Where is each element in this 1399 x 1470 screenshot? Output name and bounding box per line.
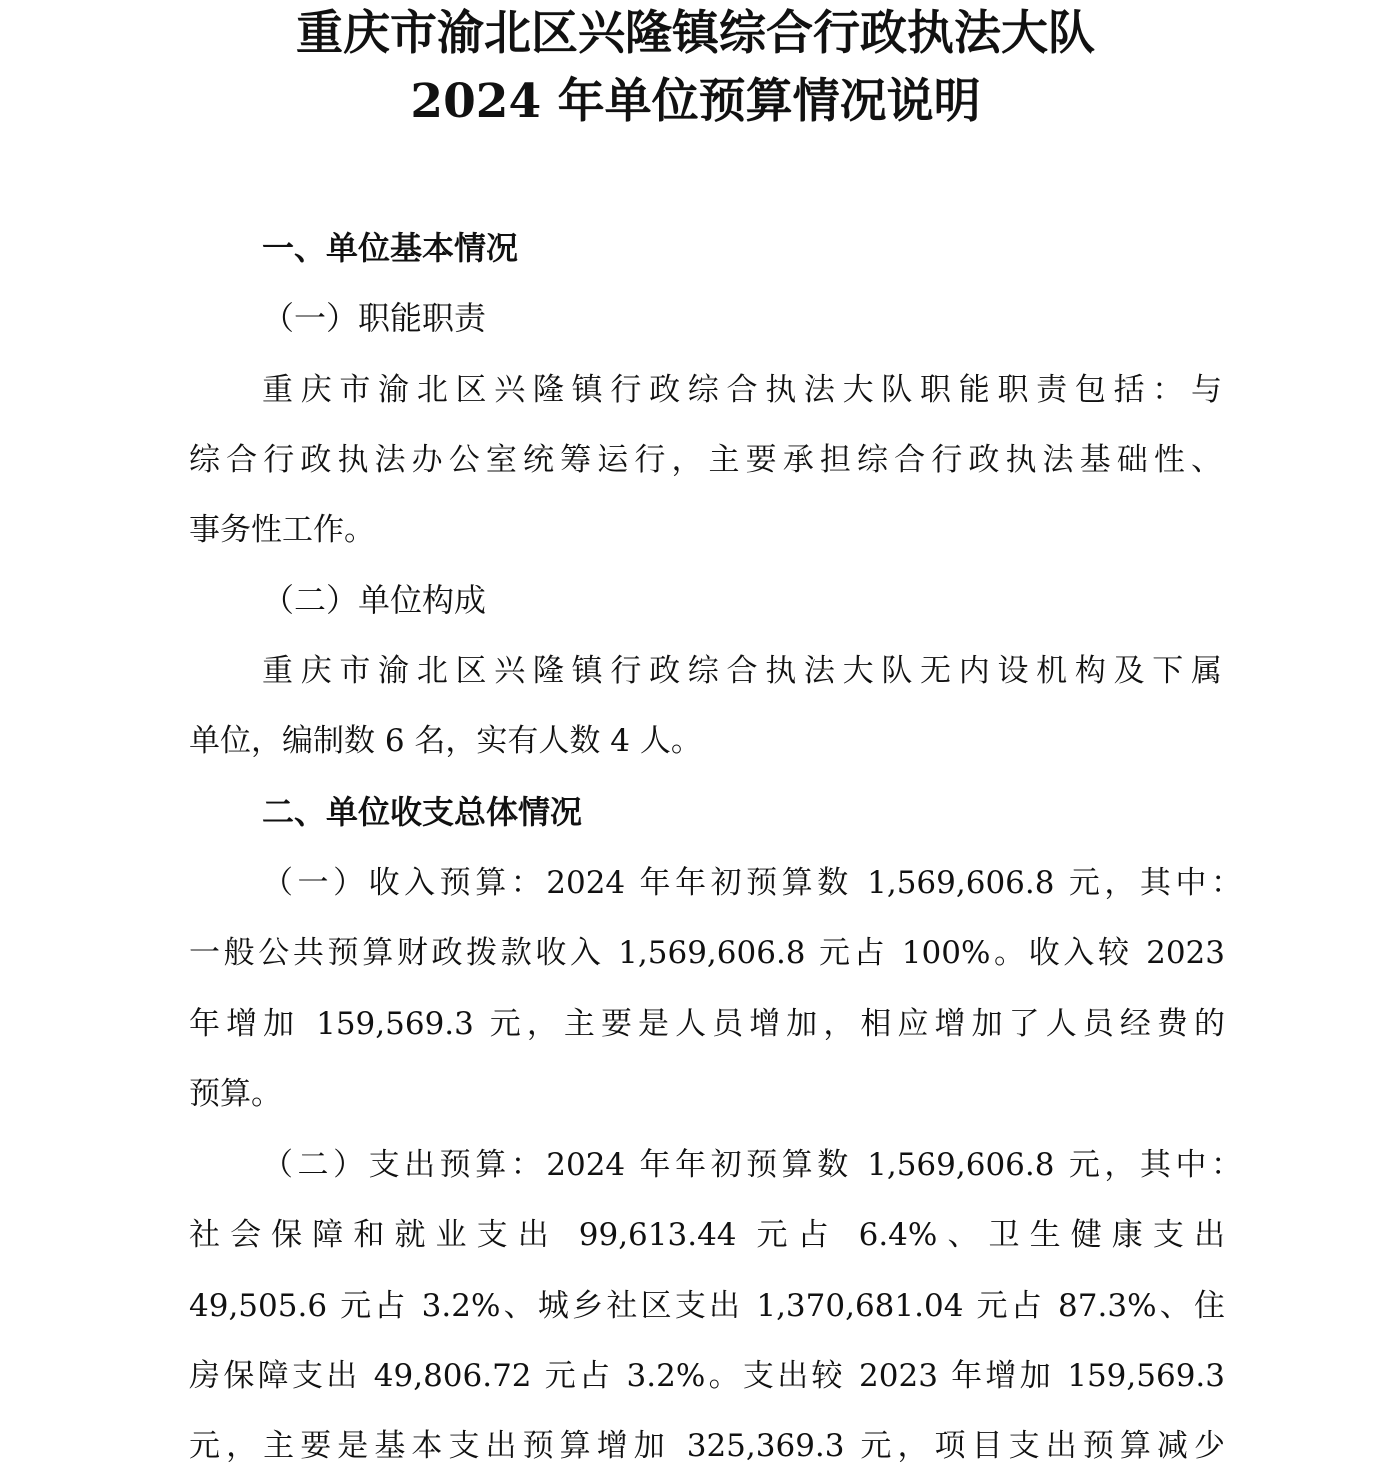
section-1-heading: 一、单位基本情况: [262, 229, 519, 267]
subsection-1-2-heading: （二）单位构成: [262, 581, 487, 619]
paragraph-line: 房保障支出 49,806.72 元占 3.2%。支出较 2023 年增加 159,569.3: [189, 1358, 1225, 1394]
paragraph-line: 重庆市渝北区兴隆镇行政综合执法大队职能职责包括：与: [262, 372, 1222, 408]
paragraph-line: 社会保障和就业支出 99,613.44 元占 6.4%、卫生健康支出: [189, 1217, 1225, 1253]
paragraph-line: 重庆市渝北区兴隆镇行政综合执法大队无内设机构及下属: [262, 653, 1222, 689]
document-title-line-2: 2024 年单位预算情况说明: [410, 74, 981, 129]
paragraph-line: 综合行政执法办公室统筹运行，主要承担综合行政执法基础性、: [189, 442, 1222, 478]
paragraph-line: （二）支出预算：2024 年年初预算数 1,569,606.8 元，其中：: [262, 1147, 1242, 1183]
subsection-1-1-heading: （一）职能职责: [262, 299, 487, 337]
paragraph-line: 事务性工作。: [189, 512, 375, 548]
paragraph-line: （一）收入预算：2024 年年初预算数 1,569,606.8 元，其中：: [262, 865, 1242, 901]
paragraph-line: 年增加 159,569.3 元，主要是人员增加，相应增加了人员经费的: [189, 1006, 1225, 1042]
paragraph-line: 元，主要是基本支出预算增加 325,369.3 元，项目支出预算减少: [189, 1428, 1225, 1464]
paragraph-line: 单位，编制数 6 名，实有人数 4 人。: [189, 723, 702, 759]
section-2-heading: 二、单位收支总体情况: [262, 793, 583, 831]
paragraph-line: 一般公共预算财政拨款收入 1,569,606.8 元占 100%。收入较 2023: [189, 935, 1225, 971]
paragraph-line: 49,505.6 元占 3.2%、城乡社区支出 1,370,681.04 元占 87.3%、住: [189, 1288, 1225, 1324]
paragraph-line: 预算。: [189, 1076, 282, 1112]
document-title-line-1: 重庆市渝北区兴隆镇综合行政执法大队: [296, 6, 1095, 61]
